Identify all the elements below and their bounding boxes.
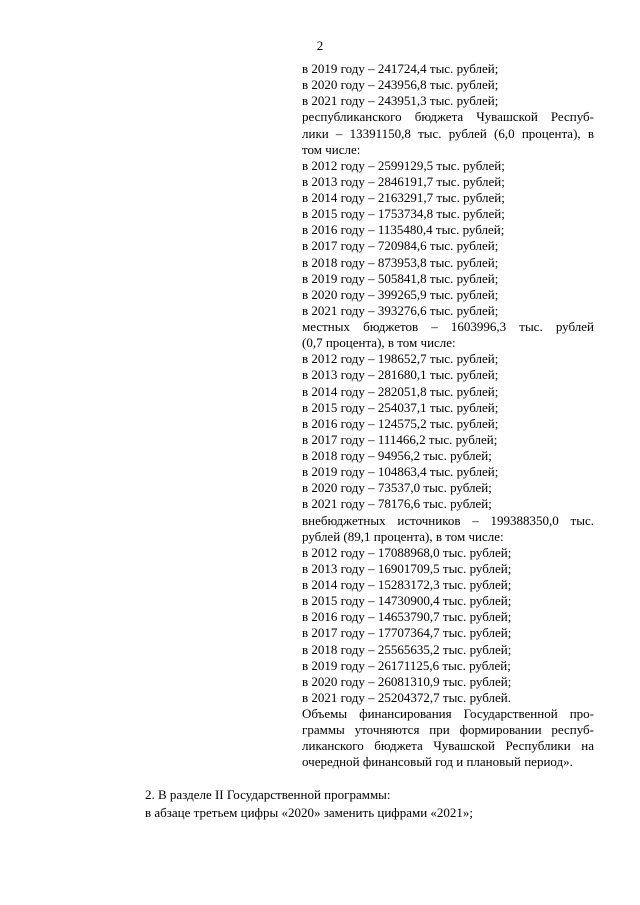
amendment-item-2-instruction: в абзаце третьем цифры «2020» заменить цифрами «2021»; [145, 805, 474, 820]
text-line: в 2015 году – 1753734,8 тыс. рублей; [302, 206, 505, 222]
text-line: в 2020 году – 26081310,9 тыс. рублей; [302, 673, 512, 689]
text-line: в 2018 году – 873953,8 тыс. рублей; [302, 254, 499, 270]
text-line: в 2021 году – 393276,6 тыс. рублей; [302, 302, 499, 318]
local-budget-heading-line1: местных бюджетов – 1603996,3 тыс. рублей [302, 319, 594, 334]
local-budget-heading-line2: (0,7 процента), в том числе: [302, 335, 456, 351]
text-line: в 2016 году – 14653790,7 тыс. рублей; [302, 609, 512, 625]
text-line: в 2015 году – 254037,1 тыс. рублей; [302, 399, 499, 415]
text-line: в 2020 году – 243956,8 тыс. рублей; [302, 77, 499, 93]
text-line: в 2016 году – 124575,2 тыс. рублей; [302, 415, 499, 431]
text-line: в 2012 году – 2599129,5 тыс. рублей; [302, 157, 505, 173]
republican-budget-heading-line1: республиканского бюджета Чувашской Респуб- [302, 109, 594, 125]
republican-budget-heading-line2: лики – 13391150,8 тыс. рублей (6,0 процента), в [302, 125, 594, 141]
text-line: в 2012 году – 17088968,0 тыс. рублей; [302, 544, 512, 560]
text-line: в 2020 году – 73537,0 тыс. рублей; [302, 480, 492, 496]
text-line: в 2013 году – 281680,1 тыс. рублей; [302, 367, 499, 383]
text-line: в 2021 году – 78176,6 тыс. рублей; [302, 496, 492, 512]
closing-paragraph-line1: Объемы финансирования Государственной про- [302, 706, 594, 721]
text-line: в 2014 году – 15283172,3 тыс. рублей; [302, 577, 512, 592]
text-line: в 2016 году – 1135480,4 тыс. рублей; [302, 222, 505, 238]
amendment-item-2: 2. В разделе II Государственной программы: [145, 787, 391, 802]
text-line: в 2020 году – 399265,9 тыс. рублей; [302, 286, 499, 302]
offbudget-heading-line2: рублей (89,1 процента), в том числе: [302, 528, 504, 544]
text-line: в 2014 году – 2163291,7 тыс. рублей; [302, 190, 505, 205]
text-line: в 2021 году – 243951,3 тыс. рублей; [302, 93, 499, 109]
text-line: в 2019 году – 26171125,6 тыс. рублей; [302, 657, 511, 673]
funding-text-column [302, 61, 594, 771]
text-line: в 2013 году – 2846191,7 тыс. рублей; [302, 173, 505, 189]
text-line: в 2017 году – 17707364,7 тыс. рублей; [302, 625, 512, 641]
page-number: 2 [316, 38, 324, 53]
text-line: в 2018 году – 94956,2 тыс. рублей; [302, 448, 492, 463]
amendment-section [145, 786, 605, 822]
closing-paragraph-line3: ликанского бюджета Чувашской Республики на [302, 738, 594, 754]
republican-budget-heading-line3: том числе: [302, 141, 361, 157]
text-line: в 2017 году – 720984,6 тыс. рублей; [302, 238, 499, 254]
text-line: в 2019 году – 505841,8 тыс. рублей; [302, 270, 499, 286]
closing-paragraph-line4: очередной финансовый год и плановый период». [302, 754, 573, 770]
text-line: в 2014 году – 282051,8 тыс. рублей; [302, 383, 499, 399]
text-line: в 2021 году – 25204372,7 тыс. рублей. [302, 689, 511, 705]
text-line: в 2019 году – 241724,4 тыс. рублей; [302, 61, 499, 76]
text-line: в 2019 году – 104863,4 тыс. рублей; [302, 464, 499, 480]
text-line: в 2017 году – 111466,2 тыс. рублей; [302, 431, 498, 447]
text-line: в 2015 году – 14730900,4 тыс. рублей; [302, 593, 512, 609]
text-line: в 2018 году – 25565635,2 тыс. рублей; [302, 641, 512, 657]
closing-paragraph-line2: граммы уточняются при формировании респуб- [302, 722, 594, 738]
offbudget-heading-line1: внебюджетных источников – 199388350,0 тыс. [302, 512, 594, 528]
text-line: в 2013 году – 16901709,5 тыс. рублей; [302, 560, 512, 576]
text-line: в 2012 году – 198652,7 тыс. рублей; [302, 351, 499, 367]
